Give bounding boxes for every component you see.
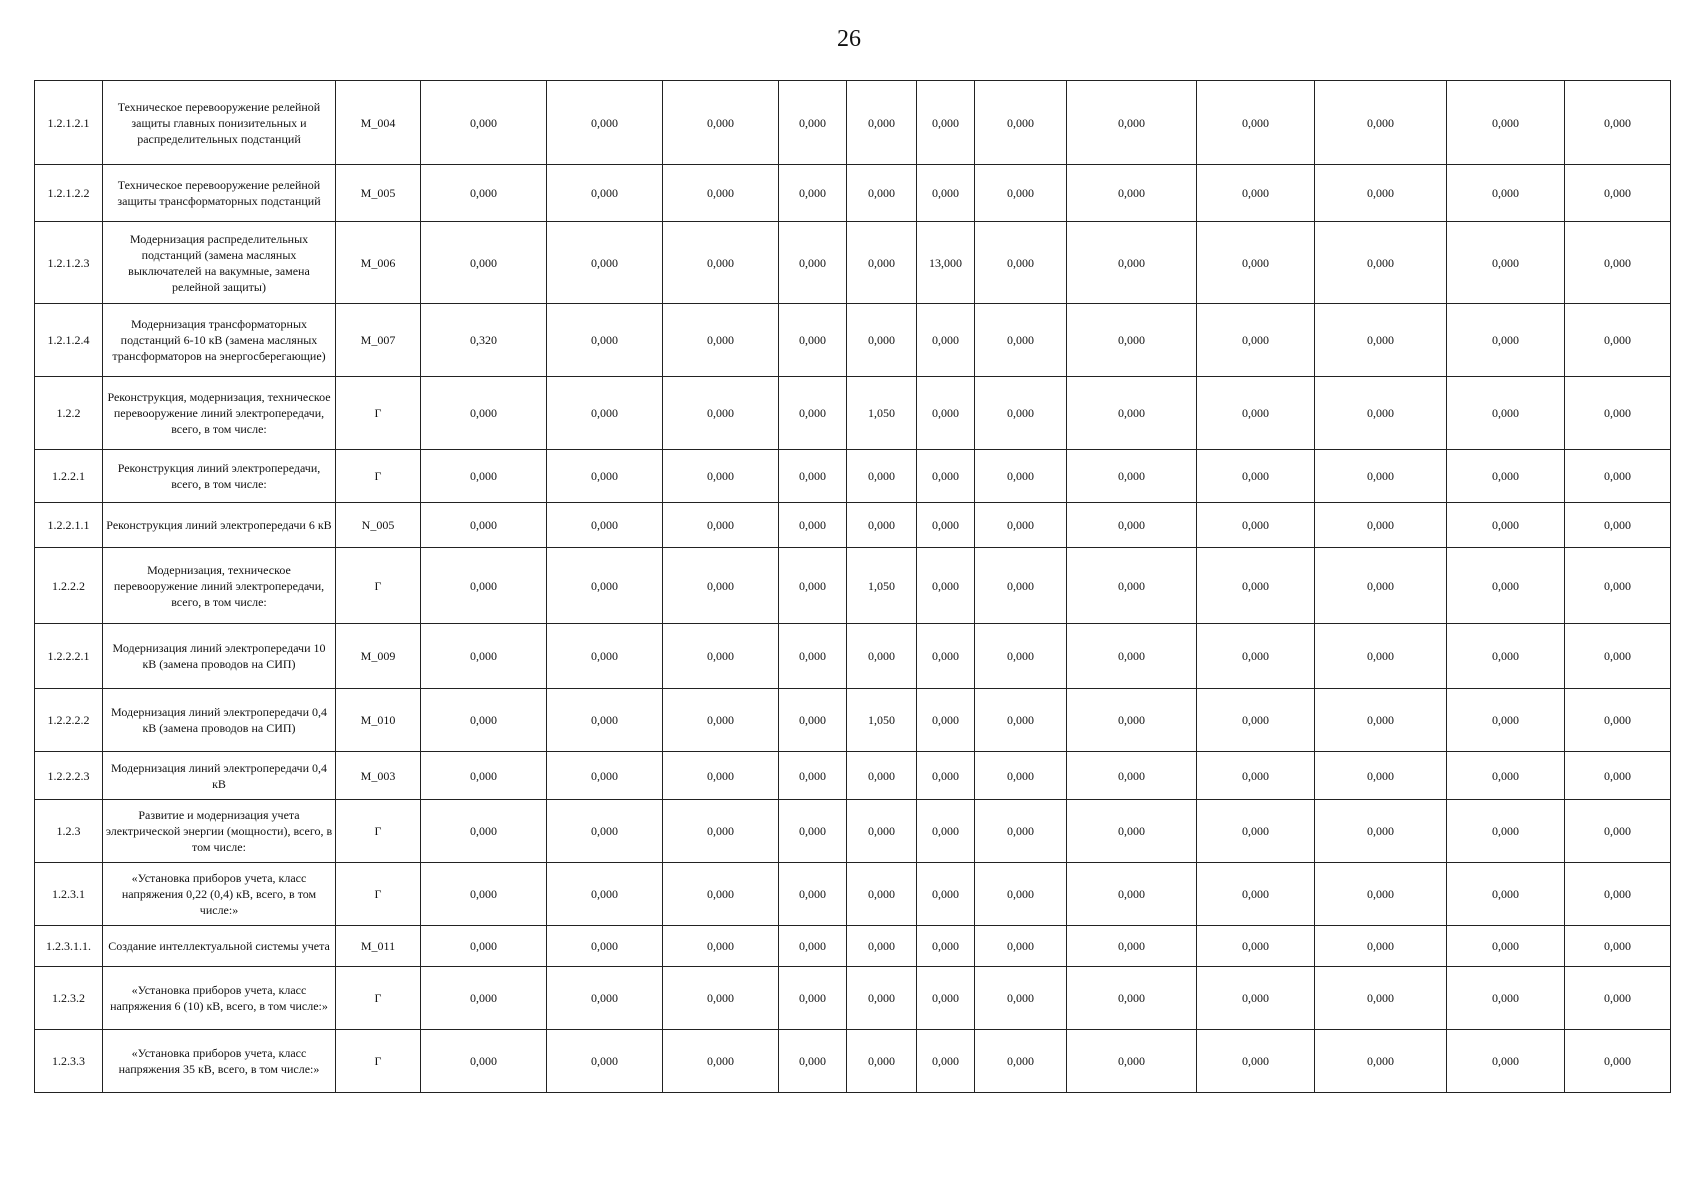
row-name-cell: Создание интеллектуальной системы учета — [103, 926, 336, 967]
row-value-cell: 0,000 — [1447, 503, 1565, 548]
row-value-cell: 0,000 — [421, 967, 547, 1030]
row-value-cell: 0,000 — [975, 450, 1067, 503]
row-id-cell: Г — [336, 863, 421, 926]
row-value-cell: 0,000 — [1067, 81, 1197, 165]
row-name-cell: Модернизация линий электропередачи 0,4 кВ — [103, 752, 336, 800]
row-value-cell: 0,000 — [547, 752, 663, 800]
row-id-cell: M_006 — [336, 222, 421, 304]
row-value-cell: 0,000 — [663, 503, 779, 548]
table-row — [35, 752, 1671, 800]
row-value-cell: 0,000 — [975, 967, 1067, 1030]
table-row — [35, 450, 1671, 503]
row-value-cell: 0,000 — [547, 800, 663, 863]
row-value-cell: 0,000 — [1565, 926, 1671, 967]
row-name-cell: Реконструкция линий электропередачи 6 кВ — [103, 503, 336, 548]
row-value-cell: 0,000 — [779, 967, 847, 1030]
row-value-cell: 0,000 — [975, 222, 1067, 304]
row-value-cell: 0,000 — [1565, 800, 1671, 863]
row-value-cell: 0,000 — [917, 165, 975, 222]
row-value-cell: 0,000 — [779, 222, 847, 304]
row-value-cell: 0,000 — [1197, 752, 1315, 800]
row-value-cell: 0,000 — [779, 1030, 847, 1093]
table-row — [35, 81, 1671, 165]
row-value-cell: 0,000 — [547, 450, 663, 503]
row-name-cell: Модернизация трансформаторных подстанций 6-10 кВ (замена масляных трансформаторов на энергосберегающие) — [103, 304, 336, 377]
row-value-cell: 0,000 — [663, 304, 779, 377]
row-value-cell: 1,050 — [847, 377, 917, 450]
row-value-cell: 0,000 — [917, 689, 975, 752]
row-value-cell: 0,000 — [779, 689, 847, 752]
row-value-cell: 0,000 — [1197, 689, 1315, 752]
row-value-cell: 0,000 — [1447, 165, 1565, 222]
row-name-cell: Техническое перевооружение релейной защиты главных понизительных и распределительных подстанций — [103, 81, 336, 165]
row-value-cell: 0,000 — [975, 165, 1067, 222]
row-name-cell: Развитие и модернизация учета электрической энергии (мощности), всего, в том числе: — [103, 800, 336, 863]
row-value-cell: 0,000 — [1067, 926, 1197, 967]
row-value-cell: 0,000 — [663, 863, 779, 926]
row-value-cell: 0,000 — [547, 548, 663, 624]
table-row — [35, 689, 1671, 752]
row-value-cell: 0,000 — [917, 450, 975, 503]
row-value-cell: 0,000 — [1447, 752, 1565, 800]
row-value-cell: 0,000 — [547, 377, 663, 450]
table-row — [35, 800, 1671, 863]
row-value-cell: 0,000 — [421, 863, 547, 926]
row-value-cell: 0,000 — [847, 624, 917, 689]
row-value-cell: 0,000 — [1067, 450, 1197, 503]
row-value-cell: 0,000 — [1315, 967, 1447, 1030]
row-name-cell: Модернизация распределительных подстанций (замена масляных выключателей на вакумные, замена релейной защиты) — [103, 222, 336, 304]
row-value-cell: 0,000 — [779, 926, 847, 967]
row-code-cell: 1.2.3.3 — [35, 1030, 103, 1093]
table-row — [35, 222, 1671, 304]
row-value-cell: 0,320 — [421, 304, 547, 377]
row-value-cell: 0,000 — [663, 752, 779, 800]
row-value-cell: 0,000 — [917, 377, 975, 450]
row-value-cell: 0,000 — [1067, 863, 1197, 926]
row-value-cell: 0,000 — [779, 503, 847, 548]
row-value-cell: 0,000 — [975, 689, 1067, 752]
row-value-cell: 0,000 — [1565, 689, 1671, 752]
row-value-cell: 0,000 — [975, 548, 1067, 624]
row-code-cell: 1.2.1.2.3 — [35, 222, 103, 304]
row-value-cell: 0,000 — [975, 863, 1067, 926]
row-value-cell: 0,000 — [1315, 624, 1447, 689]
row-value-cell: 0,000 — [975, 304, 1067, 377]
row-value-cell: 0,000 — [1447, 222, 1565, 304]
row-value-cell: 0,000 — [1067, 165, 1197, 222]
row-value-cell: 0,000 — [1315, 752, 1447, 800]
row-value-cell: 0,000 — [1315, 222, 1447, 304]
row-value-cell: 0,000 — [547, 81, 663, 165]
row-code-cell: 1.2.2.2 — [35, 548, 103, 624]
row-value-cell: 0,000 — [1197, 967, 1315, 1030]
row-value-cell: 0,000 — [1067, 800, 1197, 863]
row-value-cell: 0,000 — [779, 81, 847, 165]
row-code-cell: 1.2.3.1.1. — [35, 926, 103, 967]
table-row — [35, 165, 1671, 222]
row-value-cell: 0,000 — [917, 800, 975, 863]
table-row — [35, 304, 1671, 377]
row-value-cell: 0,000 — [1067, 689, 1197, 752]
table-row — [35, 377, 1671, 450]
row-code-cell: 1.2.2.2.2 — [35, 689, 103, 752]
row-value-cell: 0,000 — [1197, 624, 1315, 689]
row-value-cell: 0,000 — [779, 863, 847, 926]
row-value-cell: 0,000 — [1447, 926, 1565, 967]
row-id-cell: M_011 — [336, 926, 421, 967]
row-value-cell: 0,000 — [917, 752, 975, 800]
row-value-cell: 0,000 — [847, 503, 917, 548]
row-value-cell: 0,000 — [917, 967, 975, 1030]
row-value-cell: 0,000 — [547, 1030, 663, 1093]
row-value-cell: 0,000 — [847, 800, 917, 863]
row-value-cell: 0,000 — [1315, 304, 1447, 377]
row-code-cell: 1.2.2 — [35, 377, 103, 450]
row-value-cell: 0,000 — [847, 304, 917, 377]
row-value-cell: 0,000 — [1067, 548, 1197, 624]
row-value-cell: 0,000 — [1197, 926, 1315, 967]
row-value-cell: 0,000 — [663, 926, 779, 967]
row-id-cell: M_009 — [336, 624, 421, 689]
row-value-cell: 0,000 — [1565, 503, 1671, 548]
row-value-cell: 0,000 — [421, 624, 547, 689]
row-value-cell: 0,000 — [1447, 81, 1565, 165]
row-value-cell: 0,000 — [1565, 624, 1671, 689]
row-code-cell: 1.2.2.1.1 — [35, 503, 103, 548]
row-value-cell: 0,000 — [421, 81, 547, 165]
row-id-cell: N_005 — [336, 503, 421, 548]
row-value-cell: 0,000 — [547, 503, 663, 548]
table-row — [35, 624, 1671, 689]
row-value-cell: 0,000 — [1447, 450, 1565, 503]
row-value-cell: 0,000 — [1197, 165, 1315, 222]
row-value-cell: 0,000 — [975, 624, 1067, 689]
row-value-cell: 0,000 — [547, 926, 663, 967]
row-value-cell: 0,000 — [1565, 548, 1671, 624]
row-value-cell: 0,000 — [1447, 624, 1565, 689]
row-value-cell: 0,000 — [1447, 304, 1565, 377]
row-value-cell: 0,000 — [1565, 450, 1671, 503]
row-value-cell: 0,000 — [421, 450, 547, 503]
row-value-cell: 0,000 — [1565, 1030, 1671, 1093]
row-id-cell: Г — [336, 450, 421, 503]
row-value-cell: 0,000 — [663, 548, 779, 624]
row-id-cell: M_003 — [336, 752, 421, 800]
row-value-cell: 0,000 — [663, 967, 779, 1030]
row-value-cell: 0,000 — [779, 800, 847, 863]
row-value-cell: 0,000 — [975, 377, 1067, 450]
row-value-cell: 0,000 — [1067, 304, 1197, 377]
row-value-cell: 0,000 — [547, 689, 663, 752]
row-value-cell: 0,000 — [663, 450, 779, 503]
row-value-cell: 0,000 — [1565, 377, 1671, 450]
row-value-cell: 0,000 — [1565, 165, 1671, 222]
row-value-cell: 0,000 — [1197, 1030, 1315, 1093]
row-value-cell: 0,000 — [917, 81, 975, 165]
row-value-cell: 0,000 — [1315, 863, 1447, 926]
row-value-cell: 0,000 — [917, 548, 975, 624]
row-name-cell: Техническое перевооружение релейной защиты трансформаторных подстанций — [103, 165, 336, 222]
row-value-cell: 0,000 — [1315, 450, 1447, 503]
row-value-cell: 0,000 — [1315, 1030, 1447, 1093]
row-value-cell: 0,000 — [779, 624, 847, 689]
row-value-cell: 0,000 — [1197, 377, 1315, 450]
row-value-cell: 0,000 — [847, 926, 917, 967]
row-value-cell: 0,000 — [847, 863, 917, 926]
row-value-cell: 0,000 — [1197, 81, 1315, 165]
row-value-cell: 0,000 — [1447, 548, 1565, 624]
row-value-cell: 0,000 — [847, 1030, 917, 1093]
row-id-cell: Г — [336, 967, 421, 1030]
row-value-cell: 0,000 — [779, 752, 847, 800]
row-value-cell: 0,000 — [1315, 548, 1447, 624]
row-value-cell: 0,000 — [547, 863, 663, 926]
row-value-cell: 0,000 — [1565, 304, 1671, 377]
row-value-cell: 0,000 — [1197, 450, 1315, 503]
row-name-cell: «Установка приборов учета, класс напряжения 0,22 (0,4) кВ, всего, в том числе:» — [103, 863, 336, 926]
row-value-cell: 0,000 — [421, 689, 547, 752]
row-value-cell: 0,000 — [1197, 548, 1315, 624]
row-value-cell: 0,000 — [1315, 377, 1447, 450]
row-value-cell: 0,000 — [421, 548, 547, 624]
table-row — [35, 548, 1671, 624]
row-code-cell: 1.2.3.1 — [35, 863, 103, 926]
row-value-cell: 0,000 — [779, 304, 847, 377]
row-value-cell: 0,000 — [1067, 967, 1197, 1030]
table-row — [35, 863, 1671, 926]
investment-table — [34, 80, 1671, 1093]
row-value-cell: 0,000 — [847, 967, 917, 1030]
row-id-cell: Г — [336, 1030, 421, 1093]
row-id-cell: Г — [336, 548, 421, 624]
row-value-cell: 0,000 — [421, 800, 547, 863]
row-value-cell: 0,000 — [1315, 800, 1447, 863]
row-value-cell: 0,000 — [1565, 81, 1671, 165]
row-name-cell: Реконструкция, модернизация, техническое перевооружение линий электропередачи, всего, в том числе: — [103, 377, 336, 450]
row-id-cell: M_007 — [336, 304, 421, 377]
row-value-cell: 0,000 — [421, 1030, 547, 1093]
row-code-cell: 1.2.3 — [35, 800, 103, 863]
row-value-cell: 0,000 — [421, 222, 547, 304]
row-value-cell: 0,000 — [421, 503, 547, 548]
table-row — [35, 503, 1671, 548]
row-value-cell: 0,000 — [1067, 1030, 1197, 1093]
row-value-cell: 0,000 — [421, 926, 547, 967]
row-value-cell: 0,000 — [917, 863, 975, 926]
row-value-cell: 0,000 — [975, 752, 1067, 800]
row-value-cell: 0,000 — [1447, 689, 1565, 752]
row-value-cell: 13,000 — [917, 222, 975, 304]
row-value-cell: 0,000 — [917, 624, 975, 689]
row-value-cell: 0,000 — [1315, 503, 1447, 548]
row-value-cell: 0,000 — [547, 165, 663, 222]
row-value-cell: 0,000 — [1315, 81, 1447, 165]
row-value-cell: 0,000 — [1565, 222, 1671, 304]
row-value-cell: 0,000 — [663, 165, 779, 222]
row-value-cell: 0,000 — [1197, 863, 1315, 926]
row-id-cell: M_010 — [336, 689, 421, 752]
row-id-cell: Г — [336, 800, 421, 863]
row-value-cell: 0,000 — [917, 503, 975, 548]
row-value-cell: 0,000 — [663, 377, 779, 450]
row-value-cell: 0,000 — [1197, 222, 1315, 304]
table-row — [35, 926, 1671, 967]
row-value-cell: 0,000 — [547, 967, 663, 1030]
row-value-cell: 0,000 — [1197, 304, 1315, 377]
row-value-cell: 0,000 — [1067, 752, 1197, 800]
row-value-cell: 0,000 — [975, 503, 1067, 548]
row-code-cell: 1.2.1.2.4 — [35, 304, 103, 377]
row-value-cell: 0,000 — [547, 304, 663, 377]
row-value-cell: 0,000 — [663, 222, 779, 304]
row-code-cell: 1.2.1.2.2 — [35, 165, 103, 222]
row-value-cell: 0,000 — [917, 1030, 975, 1093]
row-value-cell: 0,000 — [663, 689, 779, 752]
row-value-cell: 0,000 — [663, 81, 779, 165]
row-id-cell: M_004 — [336, 81, 421, 165]
row-value-cell: 0,000 — [1315, 689, 1447, 752]
row-value-cell: 0,000 — [421, 377, 547, 450]
row-id-cell: M_005 — [336, 165, 421, 222]
row-value-cell: 0,000 — [1067, 222, 1197, 304]
row-value-cell: 0,000 — [547, 222, 663, 304]
row-value-cell: 0,000 — [975, 81, 1067, 165]
row-value-cell: 0,000 — [847, 165, 917, 222]
row-id-cell: Г — [336, 377, 421, 450]
row-value-cell: 0,000 — [975, 926, 1067, 967]
row-value-cell: 0,000 — [1447, 1030, 1565, 1093]
row-value-cell: 0,000 — [663, 800, 779, 863]
row-value-cell: 0,000 — [663, 624, 779, 689]
row-value-cell: 1,050 — [847, 548, 917, 624]
row-value-cell: 0,000 — [1447, 800, 1565, 863]
row-name-cell: Модернизация, техническое перевооружение линий электропередачи, всего, в том числе: — [103, 548, 336, 624]
row-value-cell: 0,000 — [847, 752, 917, 800]
row-name-cell: «Установка приборов учета, класс напряжения 35 кВ, всего, в том числе:» — [103, 1030, 336, 1093]
row-name-cell: Реконструкция линий электропередачи, всего, в том числе: — [103, 450, 336, 503]
row-name-cell: Модернизация линий электропередачи 10 кВ (замена проводов на СИП) — [103, 624, 336, 689]
row-value-cell: 0,000 — [663, 1030, 779, 1093]
row-value-cell: 0,000 — [975, 1030, 1067, 1093]
page-number: 26 — [837, 26, 861, 52]
row-code-cell: 1.2.2.1 — [35, 450, 103, 503]
row-value-cell: 0,000 — [1197, 503, 1315, 548]
row-value-cell: 0,000 — [1315, 165, 1447, 222]
row-value-cell: 0,000 — [1447, 377, 1565, 450]
row-value-cell: 0,000 — [917, 926, 975, 967]
row-value-cell: 0,000 — [1447, 863, 1565, 926]
row-value-cell: 0,000 — [421, 752, 547, 800]
row-value-cell: 0,000 — [1197, 800, 1315, 863]
row-code-cell: 1.2.2.2.1 — [35, 624, 103, 689]
row-value-cell: 0,000 — [1565, 967, 1671, 1030]
row-code-cell: 1.2.2.2.3 — [35, 752, 103, 800]
table-body — [35, 81, 1671, 1093]
row-value-cell: 0,000 — [847, 81, 917, 165]
table-row — [35, 1030, 1671, 1093]
row-code-cell: 1.2.3.2 — [35, 967, 103, 1030]
row-value-cell: 0,000 — [847, 450, 917, 503]
row-value-cell: 0,000 — [917, 304, 975, 377]
row-value-cell: 0,000 — [1315, 926, 1447, 967]
row-value-cell: 0,000 — [1067, 624, 1197, 689]
row-value-cell: 0,000 — [847, 222, 917, 304]
row-value-cell: 0,000 — [1067, 503, 1197, 548]
row-value-cell: 0,000 — [1565, 863, 1671, 926]
row-code-cell: 1.2.1.2.1 — [35, 81, 103, 165]
row-value-cell: 0,000 — [779, 548, 847, 624]
row-value-cell: 0,000 — [779, 450, 847, 503]
row-value-cell: 0,000 — [779, 165, 847, 222]
row-value-cell: 0,000 — [779, 377, 847, 450]
row-name-cell: Модернизация линий электропередачи 0,4 кВ (замена проводов на СИП) — [103, 689, 336, 752]
row-value-cell: 0,000 — [975, 800, 1067, 863]
row-value-cell: 0,000 — [1067, 377, 1197, 450]
row-value-cell: 0,000 — [547, 624, 663, 689]
table-row — [35, 967, 1671, 1030]
row-value-cell: 0,000 — [1565, 752, 1671, 800]
row-value-cell: 0,000 — [421, 165, 547, 222]
row-value-cell: 0,000 — [1447, 967, 1565, 1030]
row-name-cell: «Установка приборов учета, класс напряжения 6 (10) кВ, всего, в том числе:» — [103, 967, 336, 1030]
row-value-cell: 1,050 — [847, 689, 917, 752]
